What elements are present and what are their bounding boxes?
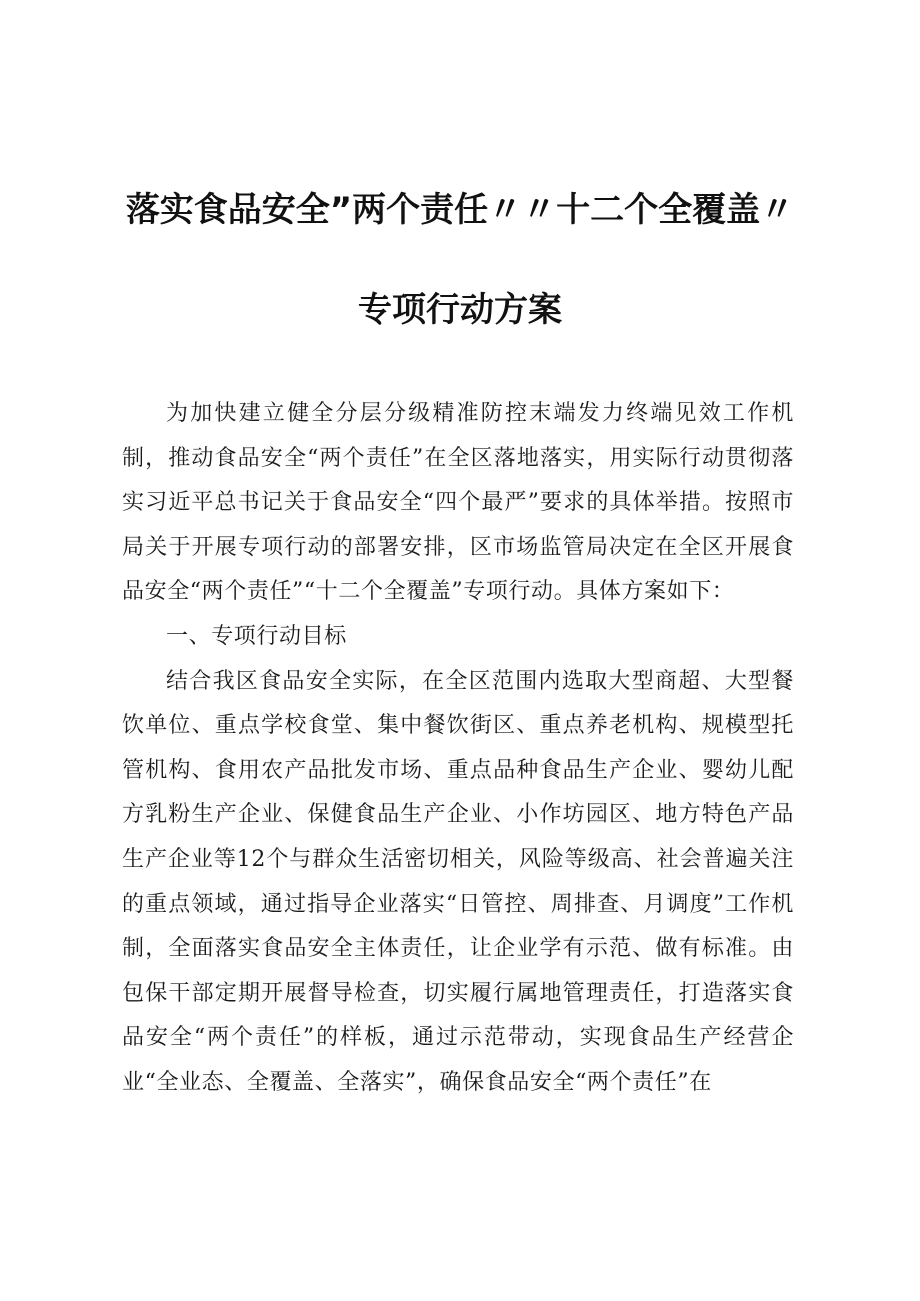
- document-body: [122, 392, 794, 1106]
- section-heading-objectives: 一、专项行动目标: [166, 623, 347, 649]
- intro-paragraph: 为加快建立健全分层分级精准防控末端发力终端见效工作机制，推动食品安全“两个责任”在全区落地落实，用实际行动贯彻落实习近平总书记关于食品安全“四个最严”要求的具体举措。按照市局关于开展专项行动的部署安排，区市场监管局决定在全区开展食品安全“两个责任”“十二个全覆盖”专项行动。具体方案如下：: [122, 401, 794, 605]
- document-title-line-2: 专项行动方案: [358, 290, 562, 330]
- document-title-line-1: 落实食品安全”两个责任〃〃十二个全覆盖〃: [125, 190, 795, 230]
- objectives-paragraph: 结合我区食品安全实际，在全区范围内选取大型商超、大型餐饮单位、重点学校食堂、集中餐饮街区、重点养老机构、规模型托管机构、食用农产品批发市场、重点品种食品生产企业、婴幼儿配方乳粉生产企业、保健食品生产企业、小作坊园区、地方特色产品生产企业等12个与群众生活密切相关，风险等级高、社会普遍关注的重点领域，通过指导企业落实“日管控、周排查、月调度”工作机制，全面落实食品安全主体责任，让企业学有示范、做有标准。由包保干部定期开展督导检查，切实履行属地管理责任，打造落实食品安全“两个责任”的样板，通过示范带动，实现食品生产经营企业“全业态、全覆盖、全落实”，确保食品安全“两个责任”在: [122, 668, 794, 1095]
